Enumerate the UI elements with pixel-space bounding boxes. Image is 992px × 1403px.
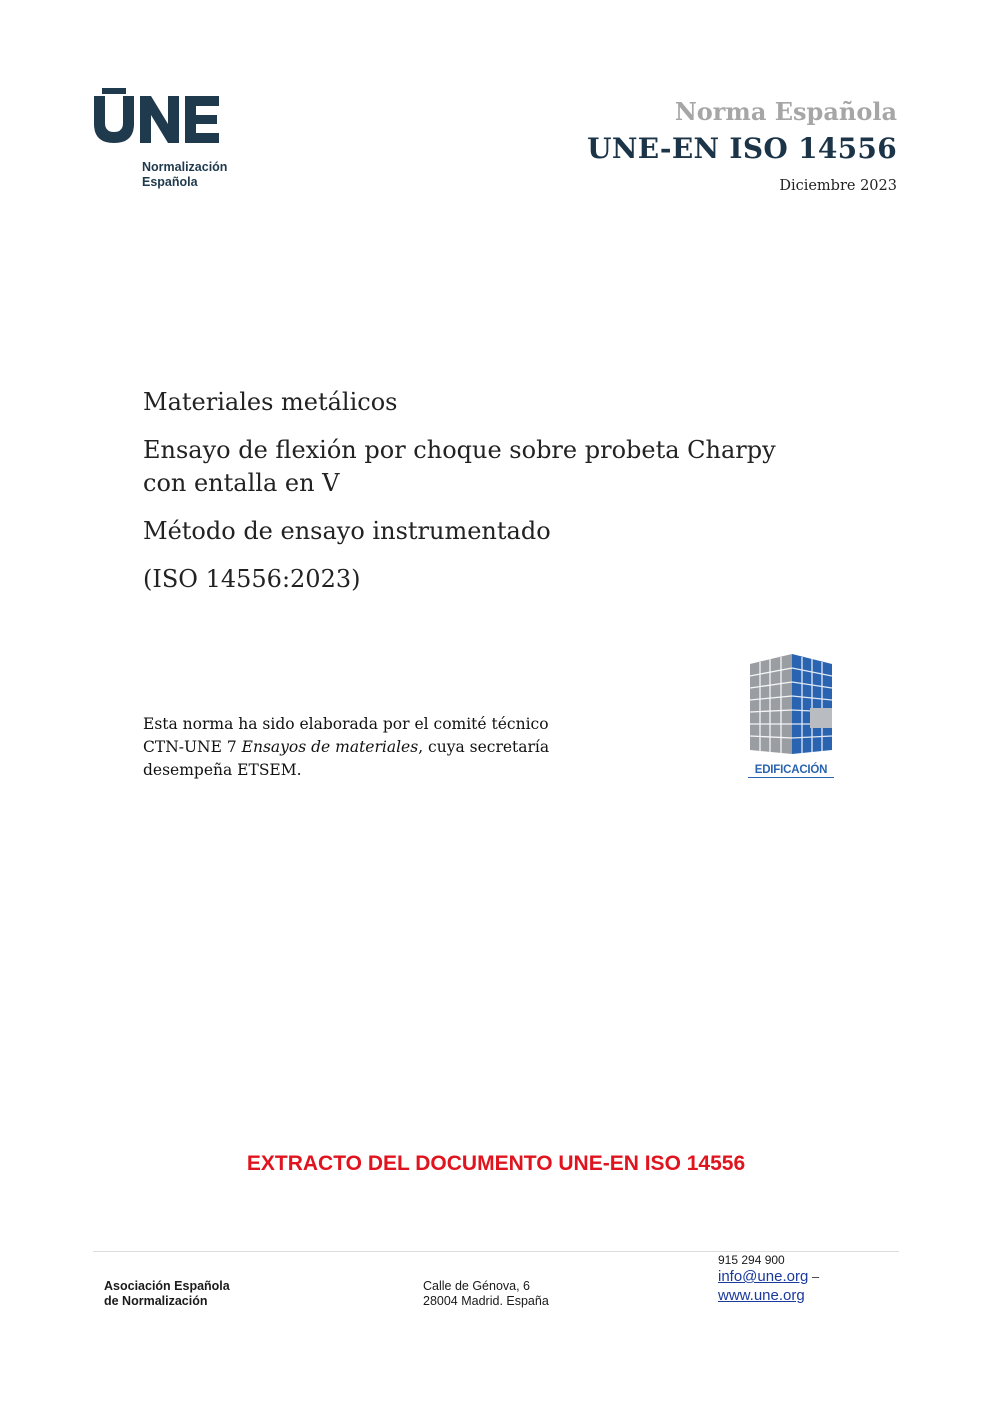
title-line-3: Método de ensayo instrumentado bbox=[143, 517, 551, 545]
standard-header bbox=[587, 96, 897, 194]
publication-date: Diciembre 2023 bbox=[779, 178, 897, 194]
norma-label: Norma Española bbox=[674, 97, 897, 126]
email-link[interactable]: info@une.org bbox=[718, 1268, 809, 1285]
logo-subtitle bbox=[142, 160, 227, 190]
committee-line-3: desempeña ETSEM. bbox=[143, 761, 302, 779]
committee-line-2 bbox=[143, 736, 613, 759]
footer-address-line1: Calle de Génova, 6 bbox=[423, 1279, 531, 1293]
logo-subtitle-line2: Española bbox=[142, 175, 198, 189]
title-line-4: (ISO 14556:2023) bbox=[143, 565, 361, 593]
website-link[interactable]: www.une.org bbox=[718, 1287, 805, 1304]
footer-address bbox=[423, 1279, 549, 1309]
document-titles bbox=[143, 386, 843, 596]
title-line-2b: con entalla en V bbox=[143, 469, 340, 497]
committee-statement bbox=[143, 713, 613, 782]
footer-divider bbox=[93, 1251, 899, 1252]
sector-badge bbox=[748, 650, 834, 784]
title-line-2a: Ensayo de flexión por choque sobre probeta Charpy bbox=[143, 436, 776, 464]
title-line-1: Materiales metálicos bbox=[143, 388, 398, 416]
extract-notice: EXTRACTO DEL DOCUMENTO UNE-EN ISO 14556 bbox=[246, 1152, 746, 1175]
footer-address-line2: 28004 Madrid. España bbox=[423, 1294, 549, 1308]
une-logo bbox=[92, 88, 242, 198]
footer-phone: 915 294 900 bbox=[718, 1253, 785, 1267]
footer-association bbox=[104, 1279, 230, 1309]
committee-code: CTN-UNE 7 bbox=[143, 738, 242, 756]
committee-line-2-end: , cuya secretaría bbox=[418, 738, 550, 756]
footer-contact bbox=[718, 1253, 819, 1305]
une-logo-mark bbox=[92, 88, 232, 148]
footer-separator: – bbox=[808, 1269, 820, 1284]
logo-subtitle-line1: Normalización bbox=[142, 160, 228, 174]
committee-line-1: Esta norma ha sido elaborada por el comité técnico bbox=[143, 715, 549, 733]
footer-association-line1: Asociación Española bbox=[104, 1279, 230, 1293]
footer-association-line2: de Normalización bbox=[104, 1294, 208, 1308]
committee-name: Ensayos de materiales bbox=[241, 738, 419, 756]
norma-code: UNE-EN ISO 14556 bbox=[587, 132, 897, 165]
building-icon bbox=[748, 650, 834, 762]
sector-badge-label: EDIFICACIÓN bbox=[748, 764, 834, 778]
